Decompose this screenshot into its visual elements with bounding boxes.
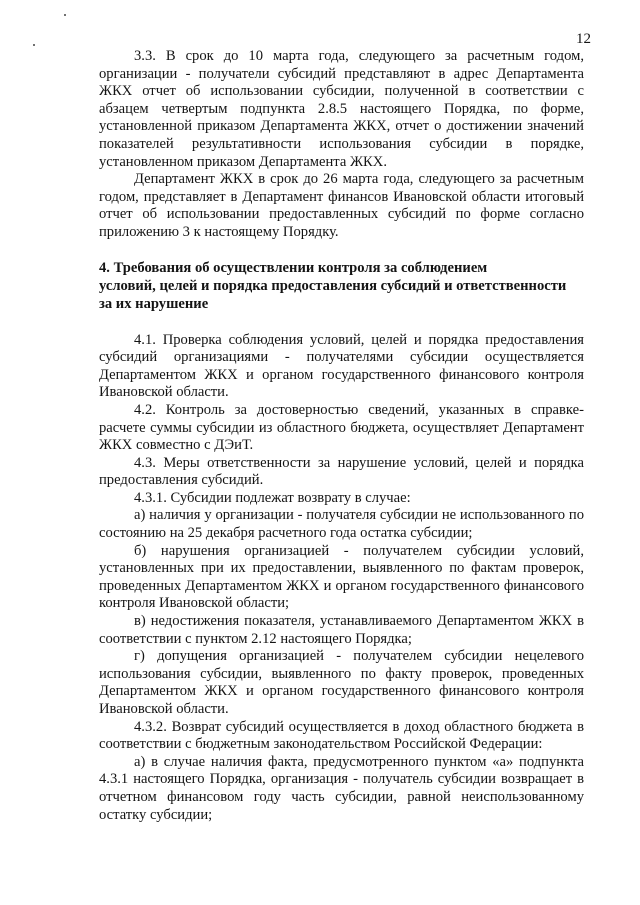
heading-line: условий, целей и порядка предоставления субсидий и ответственности: [99, 277, 567, 294]
list-item-b: б) нарушения организацией - получателем субсидии условий, установленных при их предоставлении, выявленного по фактам проверок, проведенных Департаментом ЖКХ и органом государственного финансового контроля Ивановской области;: [99, 542, 584, 612]
heading-line: 4. Требования об осуществлении контроля за соблюдением: [99, 259, 488, 276]
paragraph-4-3-2: 4.3.2. Возврат субсидий осуществляется в доход областного бюджета в соответствии с бюджетным законодательством Российской Федерации:: [99, 718, 584, 753]
paragraph-4-2: 4.2. Контроль за достоверностью сведений, указанных в справке-расчете суммы субсидии из областного бюджета, осуществляет Департамент ЖКХ совместно с ДЭиТ.: [99, 401, 584, 454]
section-4-heading: [99, 259, 584, 313]
paragraph-4-3-1: 4.3.1. Субсидии подлежат возврату в случае:: [134, 489, 411, 506]
paragraph-4-3: 4.3. Меры ответственности за нарушение условий, целей и порядка предоставления субсидий.: [99, 454, 584, 489]
document-body: [99, 48, 584, 824]
paragraph-4-1: 4.1. Проверка соблюдения условий, целей и порядка предоставления субсидий организациями - получателями субсидии осуществляется Департаментом ЖКХ и органом государственного финансового контроля Ивановской области.: [99, 331, 584, 401]
paragraph-4-3-2-a: а) в случае наличия факта, предусмотренного пунктом «а» подпункта 4.3.1 настоящего Порядка, организация - получатель субсидии возвращает в отчетном финансовом году часть субсидии, равной неиспользованному остатку субсидии;: [99, 753, 584, 823]
scan-speck: [64, 14, 66, 16]
paragraph-3-3-report: Департамент ЖКХ в срок до 26 марта года, следующего за расчетным годом, представляет в Департамент финансов Ивановской области итоговый отчет об использовании предоставленных субсидий по форме согласно приложению 3 к настоящему Порядку.: [99, 171, 584, 240]
paragraph-3-3: 3.3. В срок до 10 марта года, следующего за расчетным годом, организации - получатели субсидий представляют в адрес Департамента ЖКХ отчет об использовании субсидии, полученной в соответствии с абзацем четвертым подпункта 2.8.5 настоящего Порядка, по форме, установленной приказом Департамента ЖКХ, отчет о достижении значений показателей результативности использования субсидии в порядке, установленном приказом Департамента ЖКХ.: [99, 48, 584, 170]
heading-line: за их нарушение: [99, 295, 209, 312]
scan-speck: [33, 44, 35, 46]
page-number: 12: [576, 31, 591, 47]
list-item-a: а) наличия у организации - получателя субсидии не использованного по состоянию на 25 декабря расчетного года остатка субсидии;: [99, 507, 584, 542]
list-item-v: в) недостижения показателя, устанавливаемого Департаментом ЖКХ в соответствии с пунктом 2.12 настоящего Порядка;: [99, 613, 584, 647]
list-item-g: г) допущения организацией - получателем субсидии нецелевого использования субсидии, выявленного по факту проверок, проведенных Департаментом ЖКХ и органом государственного финансового контроля Ивановской области.: [99, 648, 584, 717]
